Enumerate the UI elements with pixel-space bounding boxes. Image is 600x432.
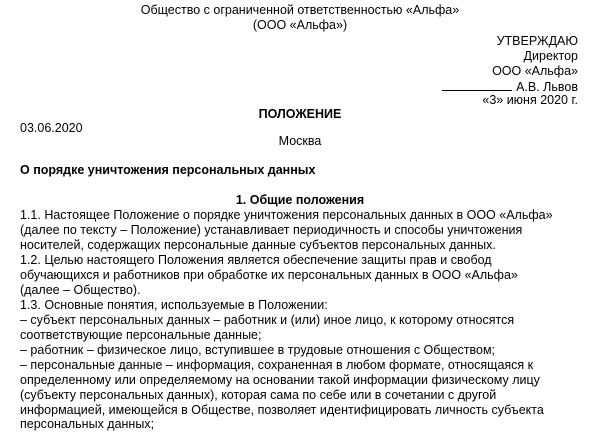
document-date: 03.06.2020 bbox=[20, 121, 83, 135]
body-line: 1.2. Целью настоящего Положения является обеспечение защиты прав и свобод bbox=[20, 253, 492, 267]
body-line: обучающихся и работников при обработке их персональных данных в ООО «Альфа» bbox=[20, 268, 518, 282]
signature-line bbox=[442, 79, 512, 91]
body-line: (далее по тексту – Положение) устанавливает периодичность и способы уничтожения bbox=[20, 223, 523, 237]
organization-full-name: Общество с ограниченной ответственностью «Альфа» bbox=[140, 3, 460, 17]
approval-position: Директор bbox=[523, 49, 578, 63]
approval-company: ООО «Альфа» bbox=[492, 64, 578, 78]
body-line: информацией, имеющейся в Обществе, позволяет идентифицировать личность субъекта bbox=[20, 403, 544, 417]
body-line: (далее – Общество). bbox=[20, 283, 141, 297]
section-heading: 1. Общие положения bbox=[235, 193, 365, 207]
body-line: – персональные данные – информация, сохраненная в любом формате, относящаяся к bbox=[20, 358, 534, 372]
body-line: – работник – физическое лицо, вступившее в трудовые отношения с Обществом; bbox=[20, 343, 496, 357]
document-subject: О порядке уничтожения персональных данных bbox=[20, 163, 316, 177]
approval-date: «3» июня 2020 г. bbox=[482, 93, 578, 107]
body-line: определенному или определяемому на основании такой информации физическому лицу bbox=[20, 373, 540, 387]
body-line: 1.1. Настоящее Положение о порядке уничтожения персональных данных в ООО «Альфа» bbox=[20, 208, 553, 222]
body-line: – субъект персональных данных – работник и (или) иное лицо, к которому относятся bbox=[20, 313, 515, 327]
document-city: Москва bbox=[278, 134, 322, 148]
body-line: 1.3. Основные понятия, используемые в Положении: bbox=[20, 298, 328, 312]
approval-label: УТВЕРЖДАЮ bbox=[496, 34, 578, 48]
body-line: соответствующие персональные данные; bbox=[20, 328, 262, 342]
body-line: (субъекту персональных данных), которая сама по себе или в сочетании с другой bbox=[20, 388, 497, 402]
body-line: носителей, содержащих персональные данные субъектов персональных данных. bbox=[20, 238, 496, 252]
approval-signer: А.В. Львов bbox=[516, 80, 578, 94]
body-line: персональных данных; bbox=[20, 417, 155, 431]
organization-short-name: (ООО «Альфа») bbox=[252, 18, 348, 32]
document-type-title: ПОЛОЖЕНИЕ bbox=[258, 107, 342, 121]
